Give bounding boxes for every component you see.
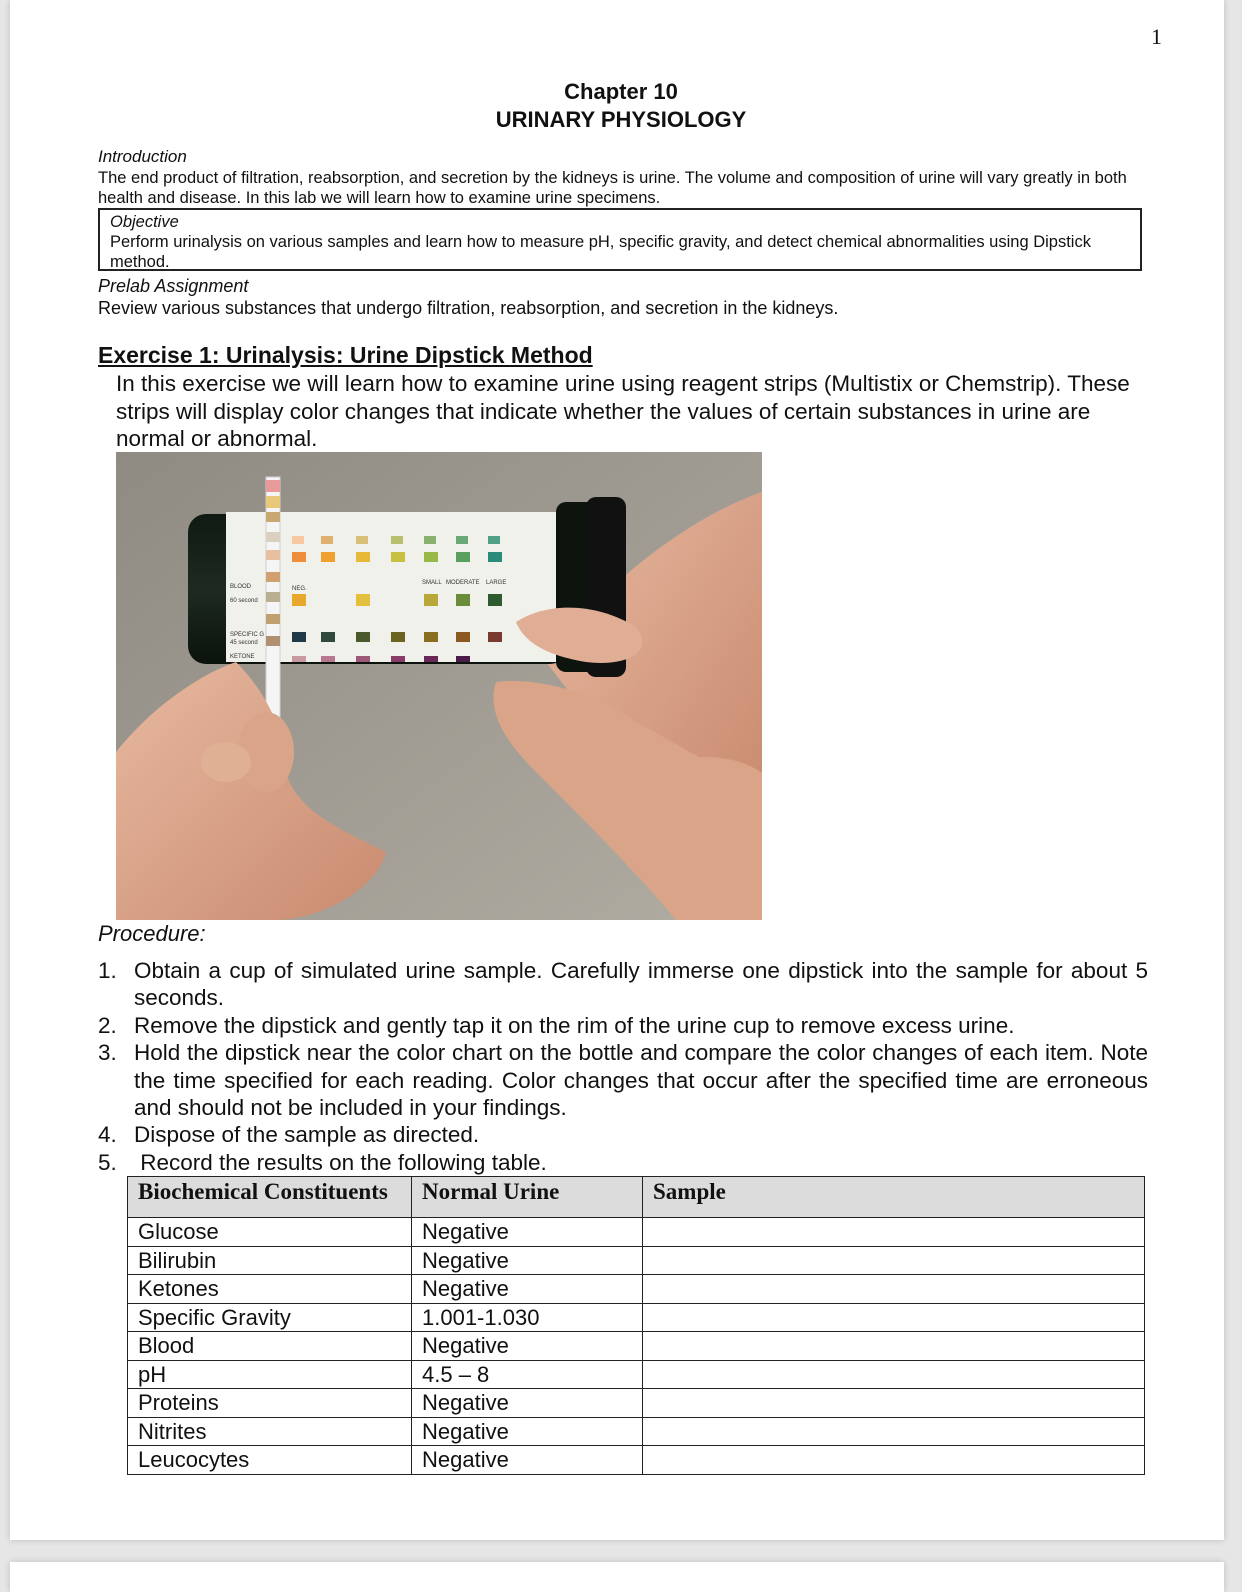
next-page-edge <box>10 1562 1224 1592</box>
sample-cell[interactable] <box>643 1360 1145 1389</box>
table-header-row <box>128 1177 1145 1218</box>
procedure-step: 3. Hold the dipstick near the color chart on the bottle and compare the color changes of each item. Note the time specified for each reading. Color changes that occur after the specified time are erroneous and should not be included in your findings. <box>98 1040 1148 1121</box>
header-normal: Normal Urine <box>412 1177 643 1218</box>
sample-cell[interactable] <box>643 1275 1145 1304</box>
sample-cell[interactable] <box>643 1389 1145 1418</box>
chapter-number: Chapter 10 <box>564 79 678 104</box>
objective-box <box>98 208 1142 271</box>
neg-label: NEG. <box>292 586 307 592</box>
procedure-step: 4. Dispose of the sample as directed. <box>98 1122 480 1148</box>
prelab-text: Review various substances that undergo filtration, reabsorption, and secretion in the kidneys. <box>98 298 839 318</box>
procedure-heading: Procedure: <box>98 921 206 946</box>
exercise-text: In this exercise we will learn how to examine urine using reagent strips (Multistix or Chemstrip). These strips will display color changes that indicate whether the values of certain substances in urine are normal or abnormal. <box>116 371 1130 451</box>
table-row: Proteins Negative <box>128 1389 1145 1418</box>
chapter-title: URINARY PHYSIOLOGY <box>495 107 747 132</box>
results-table <box>127 1176 1145 1475</box>
table-row: Blood Negative <box>128 1332 1145 1361</box>
table-row: Glucose Negative <box>128 1218 1145 1247</box>
procedure-step: 5. Record the results on the following table. <box>98 1149 547 1175</box>
table-row: Specific Gravity 1.001-1.030 <box>128 1303 1145 1332</box>
sample-cell[interactable] <box>643 1246 1145 1275</box>
sample-cell[interactable] <box>643 1303 1145 1332</box>
moderate-label: MODERATE <box>446 580 480 586</box>
chapter-heading <box>0 78 1242 134</box>
objective-heading: Objective <box>110 213 179 231</box>
table-row: Nitrites Negative <box>128 1417 1145 1446</box>
table-row: Bilirubin Negative <box>128 1246 1145 1275</box>
header-sample: Sample <box>643 1177 1145 1218</box>
header-constituents: Biochemical Constituents <box>128 1177 412 1218</box>
page-number: 1 <box>1151 24 1162 49</box>
specific-gravity-label: SPECIFIC G <box>230 632 265 638</box>
procedure-step: 2. Remove the dipstick and gently tap it on the rim of the urine cup to remove excess urine. <box>98 1012 1015 1038</box>
sample-cell[interactable] <box>643 1446 1145 1475</box>
large-label: LARGE <box>486 580 507 586</box>
introduction-text: The end product of filtration, reabsorption, and secretion by the kidneys is urine. The volume and composition of urine will vary greatly in both health and disease. In this lab we will learn how to examine urine specimens. <box>98 169 1127 207</box>
sample-cell[interactable] <box>643 1417 1145 1446</box>
sample-cell[interactable] <box>643 1218 1145 1247</box>
sample-cell[interactable] <box>643 1332 1145 1361</box>
table-row: pH 4.5 – 8 <box>128 1360 1145 1389</box>
procedure-step: 1. Obtain a cup of simulated urine sample. Carefully immerse one dipstick into the sample for about 5 seconds. <box>98 958 1148 1011</box>
ketone-label: KETONE <box>230 654 255 660</box>
table-row: Leucocytes Negative <box>128 1446 1145 1475</box>
prelab-heading: Prelab Assignment <box>98 276 249 296</box>
small-label: SMALL <box>422 580 442 586</box>
exercise-title: Exercise 1: Urinalysis: Urine Dipstick Method <box>98 342 593 368</box>
introduction-heading: Introduction <box>98 147 187 166</box>
seconds-60-label: 60 second <box>230 598 258 604</box>
objective-text: Perform urinalysis on various samples and learn how to measure pH, specific gravity, and detect chemical abnormalities using Dipstick method. <box>110 233 1091 271</box>
seconds-45-label: 45 second <box>230 640 258 646</box>
blood-label: BLOOD <box>230 584 252 590</box>
procedure-steps <box>98 957 1148 1176</box>
dipstick-bottle-photo <box>116 452 762 920</box>
table-row: Ketones Negative <box>128 1275 1145 1304</box>
